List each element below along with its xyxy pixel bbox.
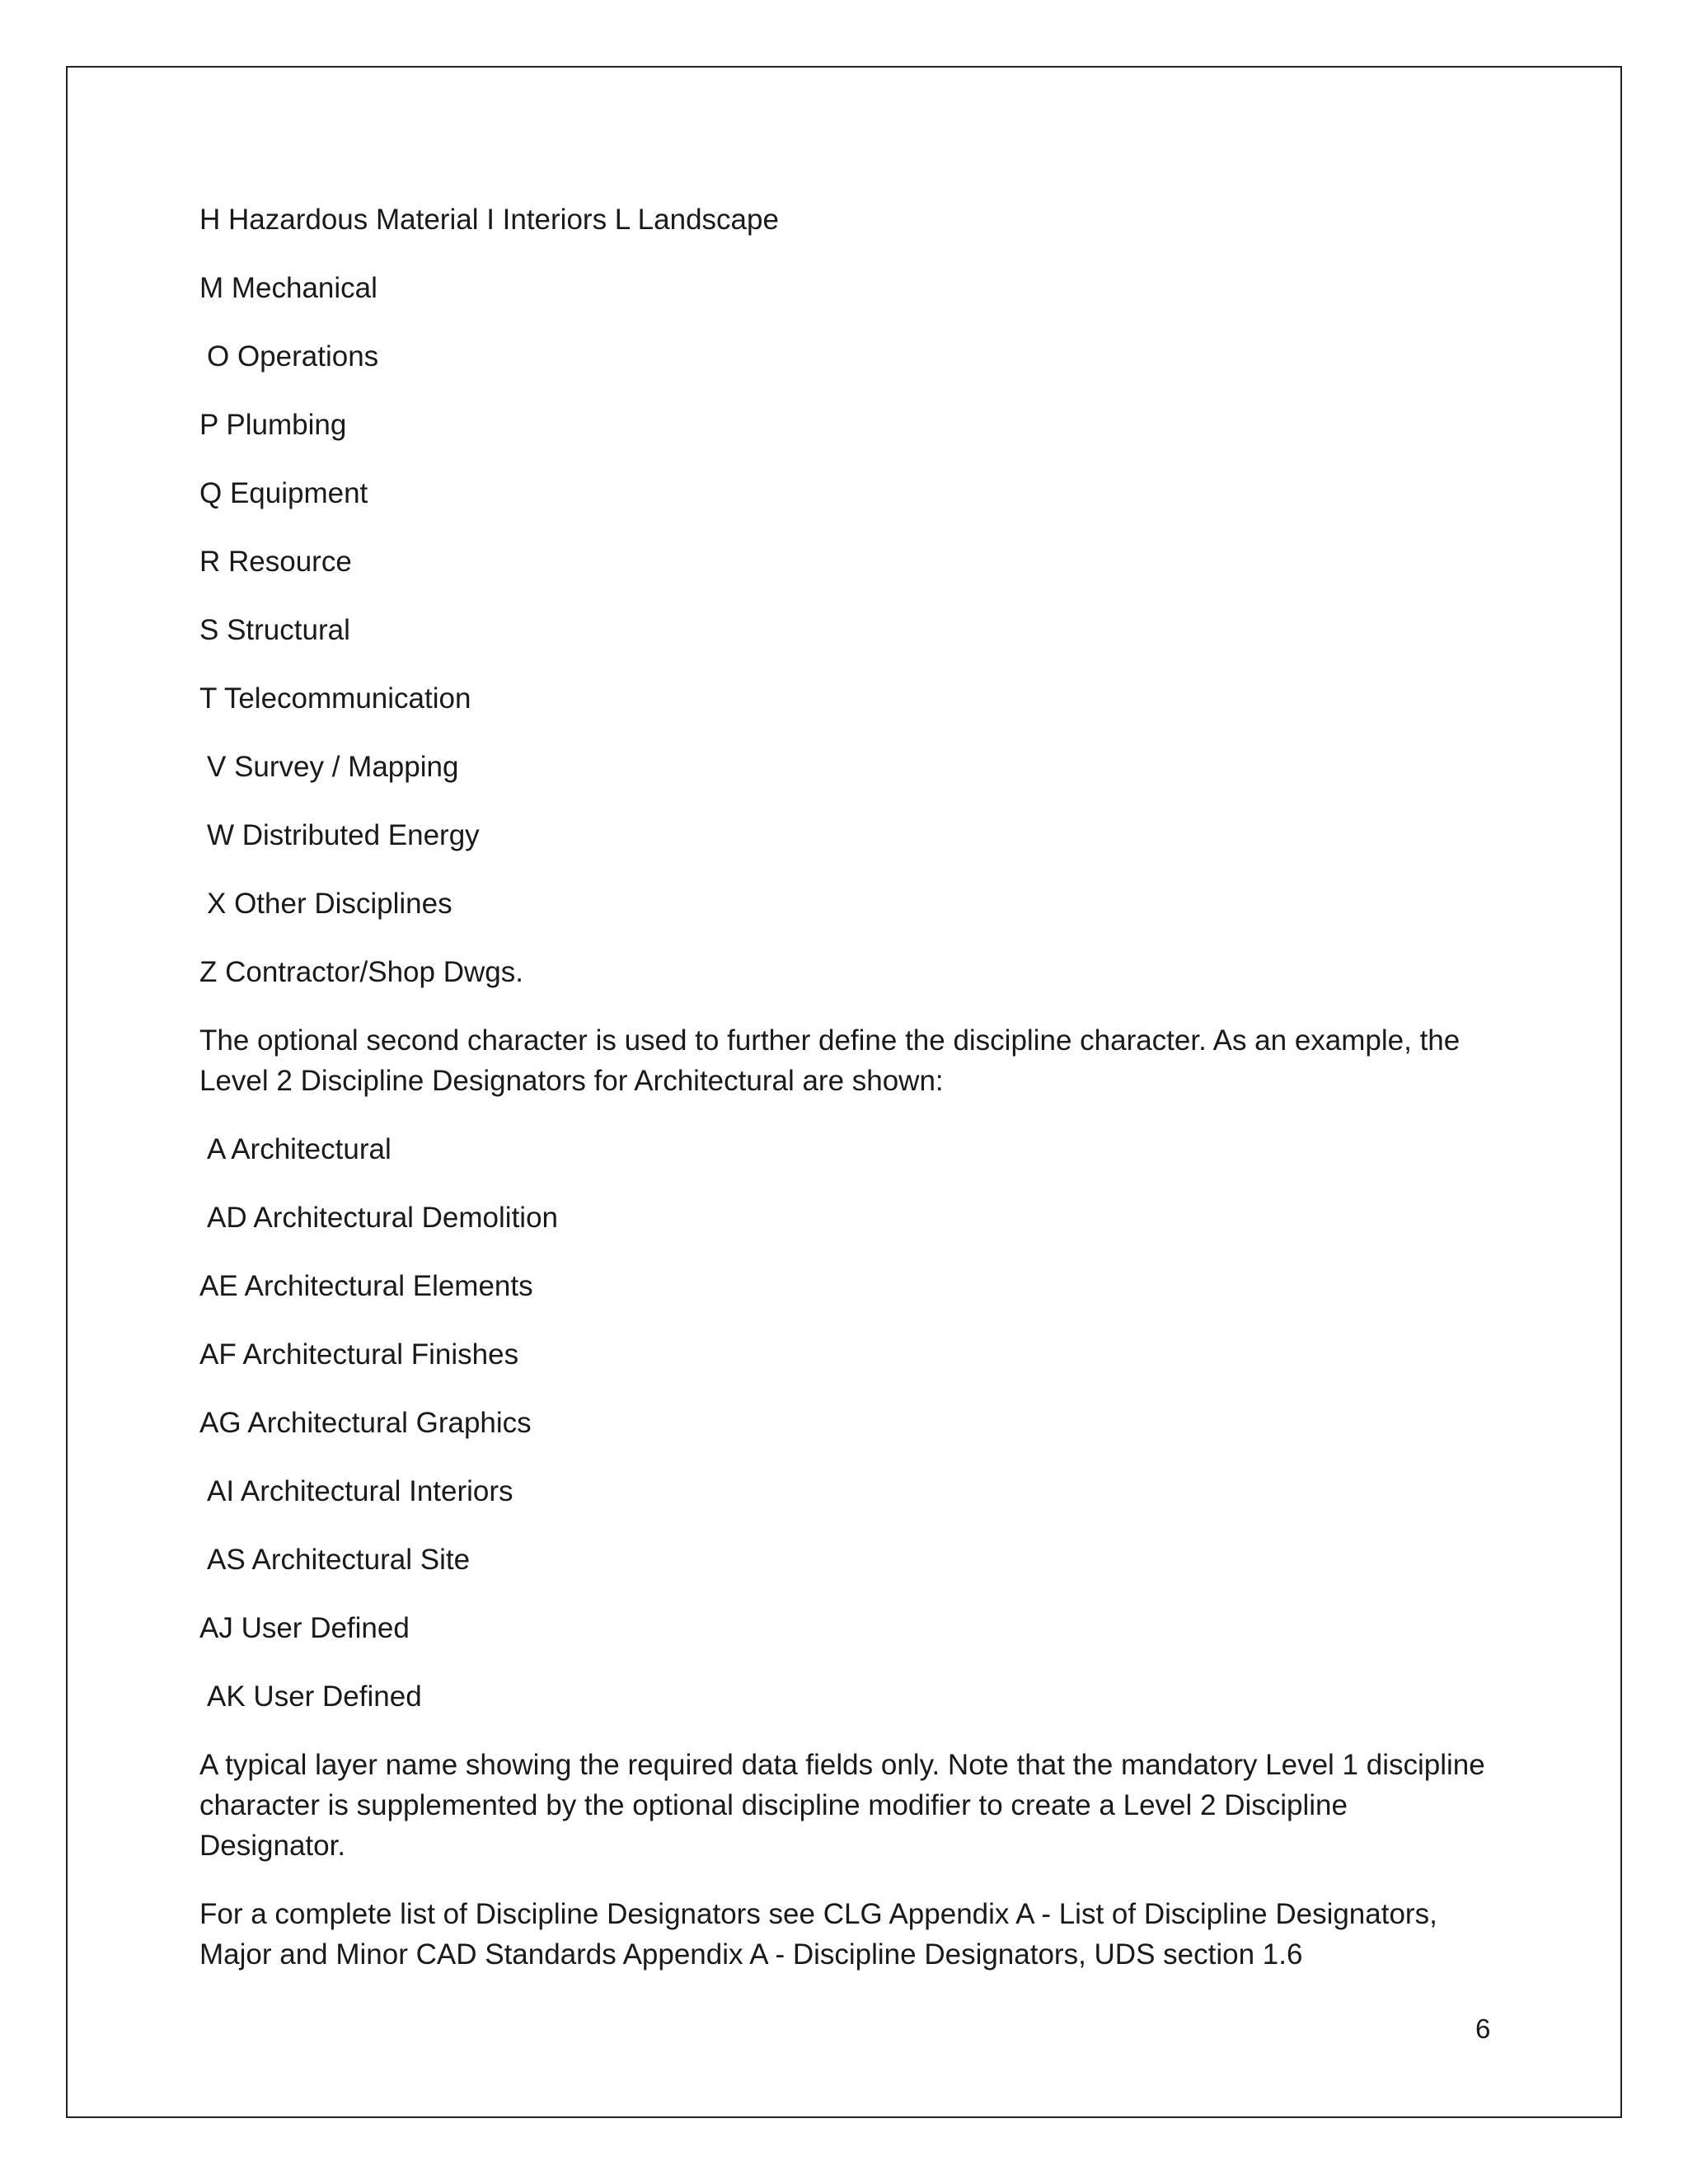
paragraph-complete-list-reference: For a complete list of Discipline Designators see CLG Appendix A - List of Discipline Designators, Major and Minor CAD Standards Appendix A - Discipline Designators, UDS section 1.6 <box>199 1898 1437 1971</box>
level2-designator-item: AJ User Defined <box>199 1612 410 1644</box>
level1-designator-item: O Operations <box>207 340 379 373</box>
level1-designator-item: H Hazardous Material I Interiors L Landscape <box>199 204 779 236</box>
level1-designator-list <box>199 199 1493 992</box>
paragraph-typical-layer-name: A typical layer name showing the required data fields only. Note that the mandatory Level 1 discipline character is supplemented by the optional discipline modifier to create a Level 2 Discipline Designator. <box>199 1749 1485 1862</box>
level1-designator-item: S Structural <box>199 614 350 646</box>
level1-designator-item: X Other Disciplines <box>207 888 452 920</box>
document-body <box>199 199 1493 2003</box>
level2-designator-item: AD Architectural Demolition <box>207 1202 558 1234</box>
level2-designator-item: AG Architectural Graphics <box>199 1407 532 1439</box>
level1-designator-item: M Mechanical <box>199 272 377 304</box>
level2-designator-item: AF Architectural Finishes <box>199 1338 519 1371</box>
level2-designator-item: AI Architectural Interiors <box>207 1475 513 1507</box>
page-number: 6 <box>1475 2013 1491 2044</box>
level2-designator-item: AK User Defined <box>207 1680 422 1713</box>
level1-designator-item: W Distributed Energy <box>207 819 480 851</box>
level1-designator-item: Q Equipment <box>199 477 368 509</box>
level2-designator-list <box>199 1129 1493 1717</box>
level1-designator-item: V Survey / Mapping <box>207 751 459 783</box>
level1-designator-item: T Telecommunication <box>199 682 471 715</box>
level1-designator-item: R Resource <box>199 546 352 578</box>
level2-designator-item: AE Architectural Elements <box>199 1270 533 1302</box>
paragraph-second-character: The optional second character is used to further define the discipline character. As an example, the Level 2 Discipline Designators for Architectural are shown: <box>199 1024 1461 1097</box>
level1-designator-item: P Plumbing <box>199 409 347 441</box>
level2-designator-item: AS Architectural Site <box>207 1544 471 1576</box>
level2-designator-item: A Architectural <box>207 1133 392 1165</box>
level1-designator-item: Z Contractor/Shop Dwgs. <box>199 956 523 988</box>
